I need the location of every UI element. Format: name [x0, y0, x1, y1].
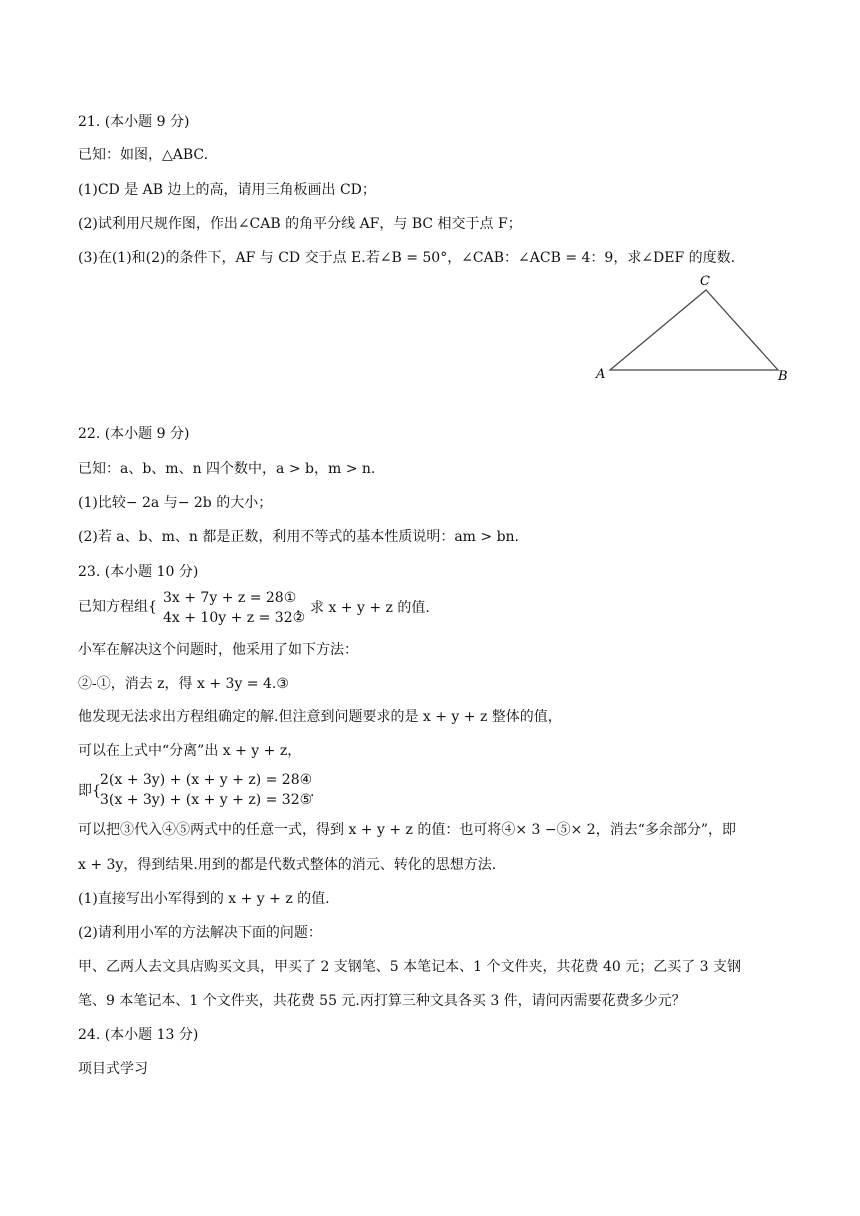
q22-part2: (2)若 a、b、m、n 都是正数，利用不等式的基本性质说明：am > bn. — [78, 529, 520, 545]
q23-equation-system-2 — [78, 770, 778, 810]
q23-line-4: 可以在上式中“分离”出 x + y + z， — [78, 743, 302, 759]
q21-title: 21. (本小题 9 分) — [78, 114, 190, 130]
vertex-label-a: A — [596, 367, 606, 382]
q21-part2: (2)试利用尺规作图，作出∠CAB 的角平分线 AF，与 BC 相交于点 F； — [78, 216, 522, 232]
q23-system-suffix: ，求 x + y + z 的值. — [296, 600, 430, 616]
q23-system2-suffix: . — [310, 784, 315, 800]
q21-intro: 已知：如图，△ABC. — [78, 147, 209, 163]
q23-line-1: 小军在解决这个问题时，他采用了如下方法： — [78, 642, 358, 658]
vertex-label-b: B — [778, 369, 788, 384]
vertex-label-c: C — [700, 274, 710, 289]
triangle-abc — [610, 290, 778, 370]
triangle-abc-figure — [590, 268, 800, 388]
q23-part1: (1)直接写出小军得到的 x + y + z 的值. — [78, 891, 330, 907]
q23-part3-line-b: 笔、9 本笔记本、1 个文件夹，共花费 55 元.丙打算三种文具各买 3 件，请问丙需要花费多少元？ — [78, 993, 686, 1009]
q22-part1: (1)比较− 2a 与− 2b 的大小； — [78, 495, 273, 511]
q23-equation-system — [78, 588, 778, 628]
q23-equation-2: 4x + 10y + z = 32② — [163, 610, 306, 626]
q23-line-3: 他发现无法求出方程组确定的解.但注意到问题要求的是 x + y + z 整体的值， — [78, 709, 562, 725]
q23-equation-4: 2(x + 3y) + (x + y + z) = 28④ — [100, 772, 313, 788]
q23-part3-line-a: 甲、乙两人去文具店购买文具，甲买了 2 支钢笔、5 本笔记本、1 个文件夹，共花费 40 元；乙买了 3 支钢 — [78, 959, 742, 975]
q24-title: 24. (本小题 13 分) — [78, 1027, 199, 1043]
q21-part1: (1)CD 是 AB 边上的高，请用三角板画出 CD； — [78, 182, 376, 198]
q22-title: 22. (本小题 9 分) — [78, 426, 190, 442]
q23-line-6: x + 3y，得到结果.用到的都是代数式整体的消元、转化的思想方法. — [78, 857, 497, 873]
q23-equation-1: 3x + 7y + z = 28① — [163, 590, 297, 606]
q24-line-1: 项目式学习 — [78, 1061, 148, 1077]
q23-part2: (2)请利用小军的方法解决下面的问题： — [78, 925, 322, 941]
q21-part3: (3)在(1)和(2)的条件下，AF 与 CD 交于点 E.若∠B = 50°，∠CAB：∠ACB = 4：9，求∠DEF 的度数. — [78, 250, 736, 266]
q23-line-5: 可以把③代入④⑤两式中的任意一式，得到 x + y + z 的值：也可将④× 3 −⑤× 2，消去“多余部分”，即 — [78, 822, 737, 838]
q23-system-prefix: 已知方程组{ — [78, 599, 157, 615]
q22-intro: 已知：a、b、m、n 四个数中，a > b，m > n. — [78, 461, 376, 477]
q23-title: 23. (本小题 10 分) — [78, 564, 199, 580]
q23-line-2: ②-①，消去 z，得 x + 3y = 4.③ — [78, 676, 289, 692]
q23-system2-prefix: 即{ — [78, 783, 101, 799]
q23-equation-5: 3(x + 3y) + (x + y + z) = 32⑤ — [100, 792, 313, 808]
